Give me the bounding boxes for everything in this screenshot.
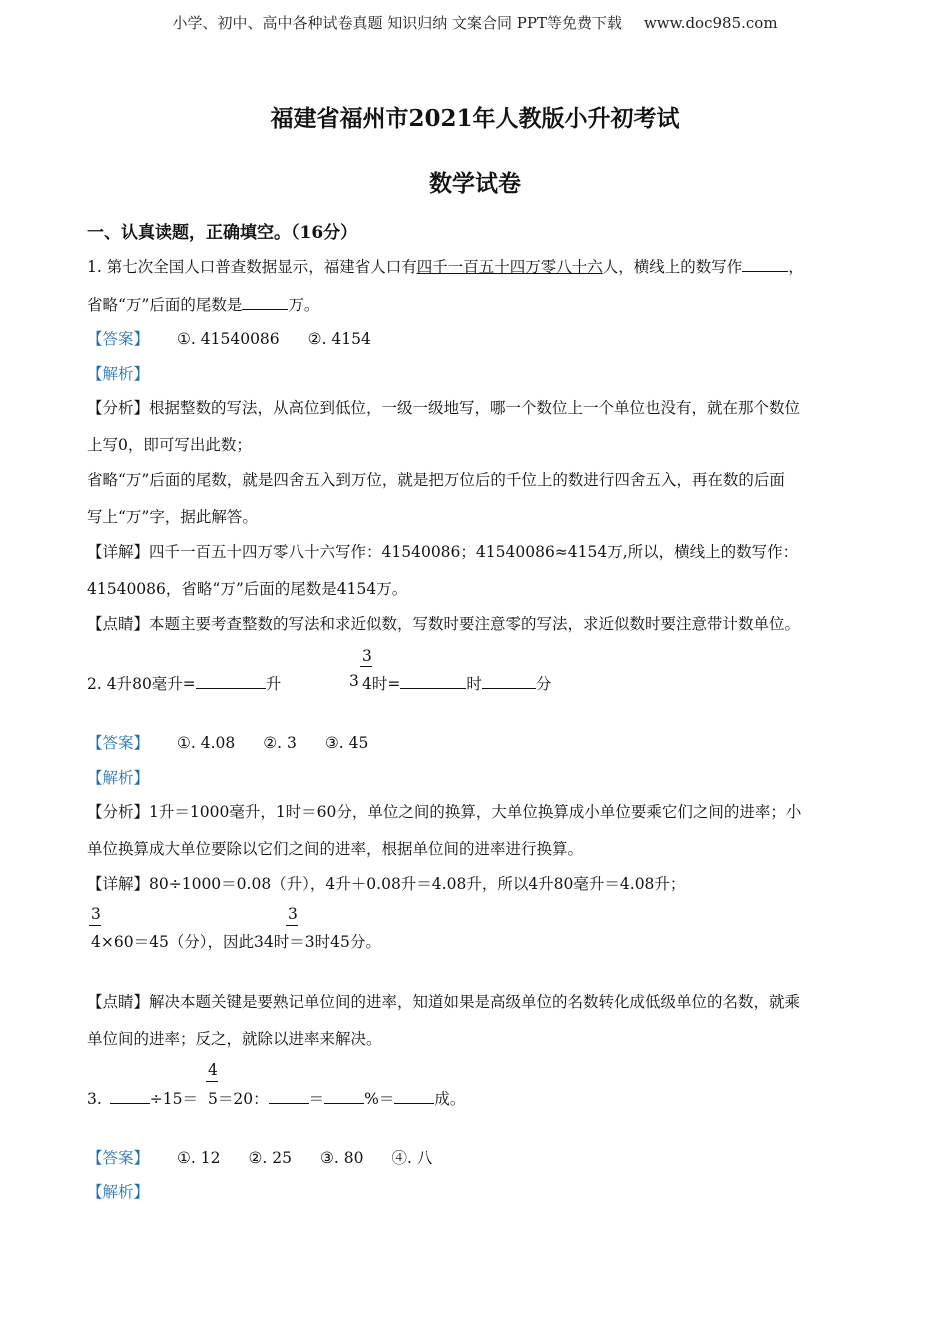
q1-text-c: ，: [788, 258, 804, 276]
q2-xj-frac1-num: 3: [91, 905, 101, 923]
q2-xj-frac1-den: 4: [91, 933, 101, 951]
q1-xiangjie-line2: 41540086，省略“万”后面的尾数是4154万。: [87, 580, 408, 598]
q1-text-a: 1. 第七次全国人口普查数据显示，福建省人口有: [87, 258, 417, 276]
q1-xiangjie-tag: 【详解】: [87, 543, 150, 561]
q2-xj-frac2-den: 4: [263, 933, 274, 951]
q2-fenxi-line1: [87, 800, 801, 822]
q1-fenxi-1: 根据整数的写法，从高位到低位，一级一级地写，哪一个数位上一个单位也没有，就在那个数位: [149, 399, 801, 417]
q3-answer-2: ②. 25: [248, 1149, 292, 1167]
exam-subtitle: 数学试卷: [429, 170, 521, 197]
q2-answer-1: ①. 4.08: [177, 734, 236, 752]
q1-text-e: 万。: [288, 296, 320, 314]
q2-fenxi-1: 1升＝1000毫升，1时＝60分，单位之间的换算，大单位换算成小单位要乘它们之间的进率；小: [149, 803, 802, 821]
q1-fenxi-line2: 上写0，即可写出此数；: [87, 436, 252, 454]
q2-frac-den: 4: [362, 675, 372, 693]
q2-text-a: 2. 4升80毫升=: [87, 675, 196, 693]
q1-dianjing-tag: 【点睛】: [87, 615, 150, 633]
q1-dianjing-line: [87, 612, 800, 634]
q1-fenxi-line1: [87, 396, 800, 418]
q3-line1: [87, 1087, 198, 1109]
q2-frac-bar: [360, 666, 372, 667]
q2-answer-3: ③. 45: [324, 734, 369, 752]
q1-blank-1[interactable]: [742, 257, 788, 272]
q1-answer-line: [87, 327, 371, 349]
q3-answer-1: ①. 12: [177, 1149, 221, 1167]
q2-xj-text-b: 时＝3时45分。: [273, 933, 381, 951]
q3-text-b: ÷15＝: [149, 1090, 199, 1108]
q2-text-c: 时=: [371, 675, 401, 693]
q1-jiexi-tag: 【解析】: [87, 365, 150, 383]
q2-xj-frac1-bar: [89, 925, 101, 926]
q2-mixed-whole: 3: [349, 672, 359, 690]
q1-xiangjie-1: 四千一百五十四万零八十六写作：41540086；41540086≈4154万,所以，横线上的数写作：: [149, 543, 799, 561]
q3-text-c: ＝20：: [217, 1090, 269, 1108]
q3-frac-bar: [206, 1081, 218, 1082]
q2-answer-2: ②. 3: [263, 734, 297, 752]
page-header: [0, 12, 950, 33]
q1-text-d: 省略“万”后面的尾数是: [87, 296, 243, 314]
q2-xiangjie-1: 80÷1000＝0.08（升），4升＋0.08升＝4.08升，所以4升80毫升＝4.08升；: [149, 875, 686, 893]
q2-xiangjie-tag: 【详解】: [87, 875, 150, 893]
q3-text-a: 3.: [87, 1090, 102, 1108]
q2-answer-tag: 【答案】: [87, 734, 150, 752]
q2-xj-frac2-bar: [286, 925, 298, 926]
q1-line2: [87, 293, 319, 315]
q3-blank-2[interactable]: [269, 1089, 309, 1104]
q2-xj-frac2-num: 3: [288, 905, 298, 923]
header-site[interactable]: www.doc985.com: [643, 14, 778, 32]
q2-dianjing-line1: [87, 990, 800, 1012]
q1-answer-1: ①. 41540086: [177, 330, 280, 348]
q3-answer-4: ④. 八: [391, 1149, 433, 1167]
q3-blank-3[interactable]: [324, 1089, 364, 1104]
q2-xj-text-a: ×60＝45（分），因此3: [100, 933, 264, 951]
q3-jiexi-tag: 【解析】: [87, 1183, 150, 1201]
q3-frac-num: 4: [208, 1061, 218, 1079]
q2-frac-num: 3: [362, 647, 372, 665]
q3-blank-1[interactable]: [110, 1089, 150, 1104]
q1-fenxi-line4: 写上“万”字，据此解答。: [87, 508, 258, 526]
exam-title: 福建省福州市2021年人教版小升初考试: [270, 105, 680, 132]
q1-answer-tag: 【答案】: [87, 330, 150, 348]
header-text: 小学、初中、高中各种试卷真题 知识归纳 文案合同 PPT等免费下载: [172, 14, 622, 32]
q2-dianjing-line2: 单位间的进率；反之，就除以进率来解决。: [87, 1030, 382, 1048]
q3-answer-3: ③. 80: [319, 1149, 364, 1167]
q3-text-d: ＝: [308, 1090, 325, 1108]
q3-frac-den: 5: [208, 1090, 218, 1108]
q2-dianjing-1: 解决本题关键是要熟记单位间的进率，知道如果是高级单位的名数转化成低级单位的名数，就乘: [149, 993, 801, 1011]
q1-answer-2: ②. 4154: [307, 330, 371, 348]
q2-fenxi-tag: 【分析】: [87, 803, 150, 821]
q2-xiangjie-line2: [91, 930, 381, 952]
q3-blank-4[interactable]: [394, 1089, 434, 1104]
q1-dianjing: 本题主要考查整数的写法和求近似数，写数时要注意零的写法，求近似数时要注意带计数单位。: [149, 615, 801, 633]
q1-fenxi-line3: 省略“万”后面的尾数，就是四舍五入到万位，就是把万位后的千位上的数进行四舍五入，再在数的后面: [87, 471, 785, 489]
q1-underlined-number: 四千一百五十四万零八十六: [416, 258, 603, 276]
q2-line1: [87, 672, 281, 694]
q2-xiangjie-line1: [87, 872, 685, 894]
q2-text-b: 升: [265, 675, 282, 693]
q2-blank-1[interactable]: [196, 674, 266, 689]
q3-text-e: %＝: [364, 1090, 395, 1108]
q2-jiexi-tag: 【解析】: [87, 769, 150, 787]
q3-line1b: [208, 1087, 465, 1109]
q1-xiangjie-line1: [87, 540, 798, 562]
q2-blank-3[interactable]: [482, 674, 536, 689]
q3-answer-line: [87, 1146, 432, 1168]
section-heading: 一、认真读题，正确填空。（16分）: [87, 223, 358, 243]
q3-text-f: 成。: [434, 1090, 466, 1108]
q2-text-d: 时: [466, 675, 482, 693]
q1-blank-2[interactable]: [242, 295, 288, 310]
q2-fenxi-line2: 单位换算成大单位要除以它们之间的进率，根据单位间的进率进行换算。: [87, 840, 584, 858]
q3-answer-tag: 【答案】: [87, 1149, 150, 1167]
q2-dianjing-tag: 【点睛】: [87, 993, 150, 1011]
q2-text-e: 分: [535, 675, 552, 693]
q2-answer-line: [87, 731, 368, 753]
q2-line1b: [362, 672, 551, 694]
q1-text-b: 人，横线上的数写作: [602, 258, 743, 276]
q1-line1: [87, 255, 804, 277]
q1-fenxi-tag: 【分析】: [87, 399, 150, 417]
q2-blank-2[interactable]: [400, 674, 466, 689]
